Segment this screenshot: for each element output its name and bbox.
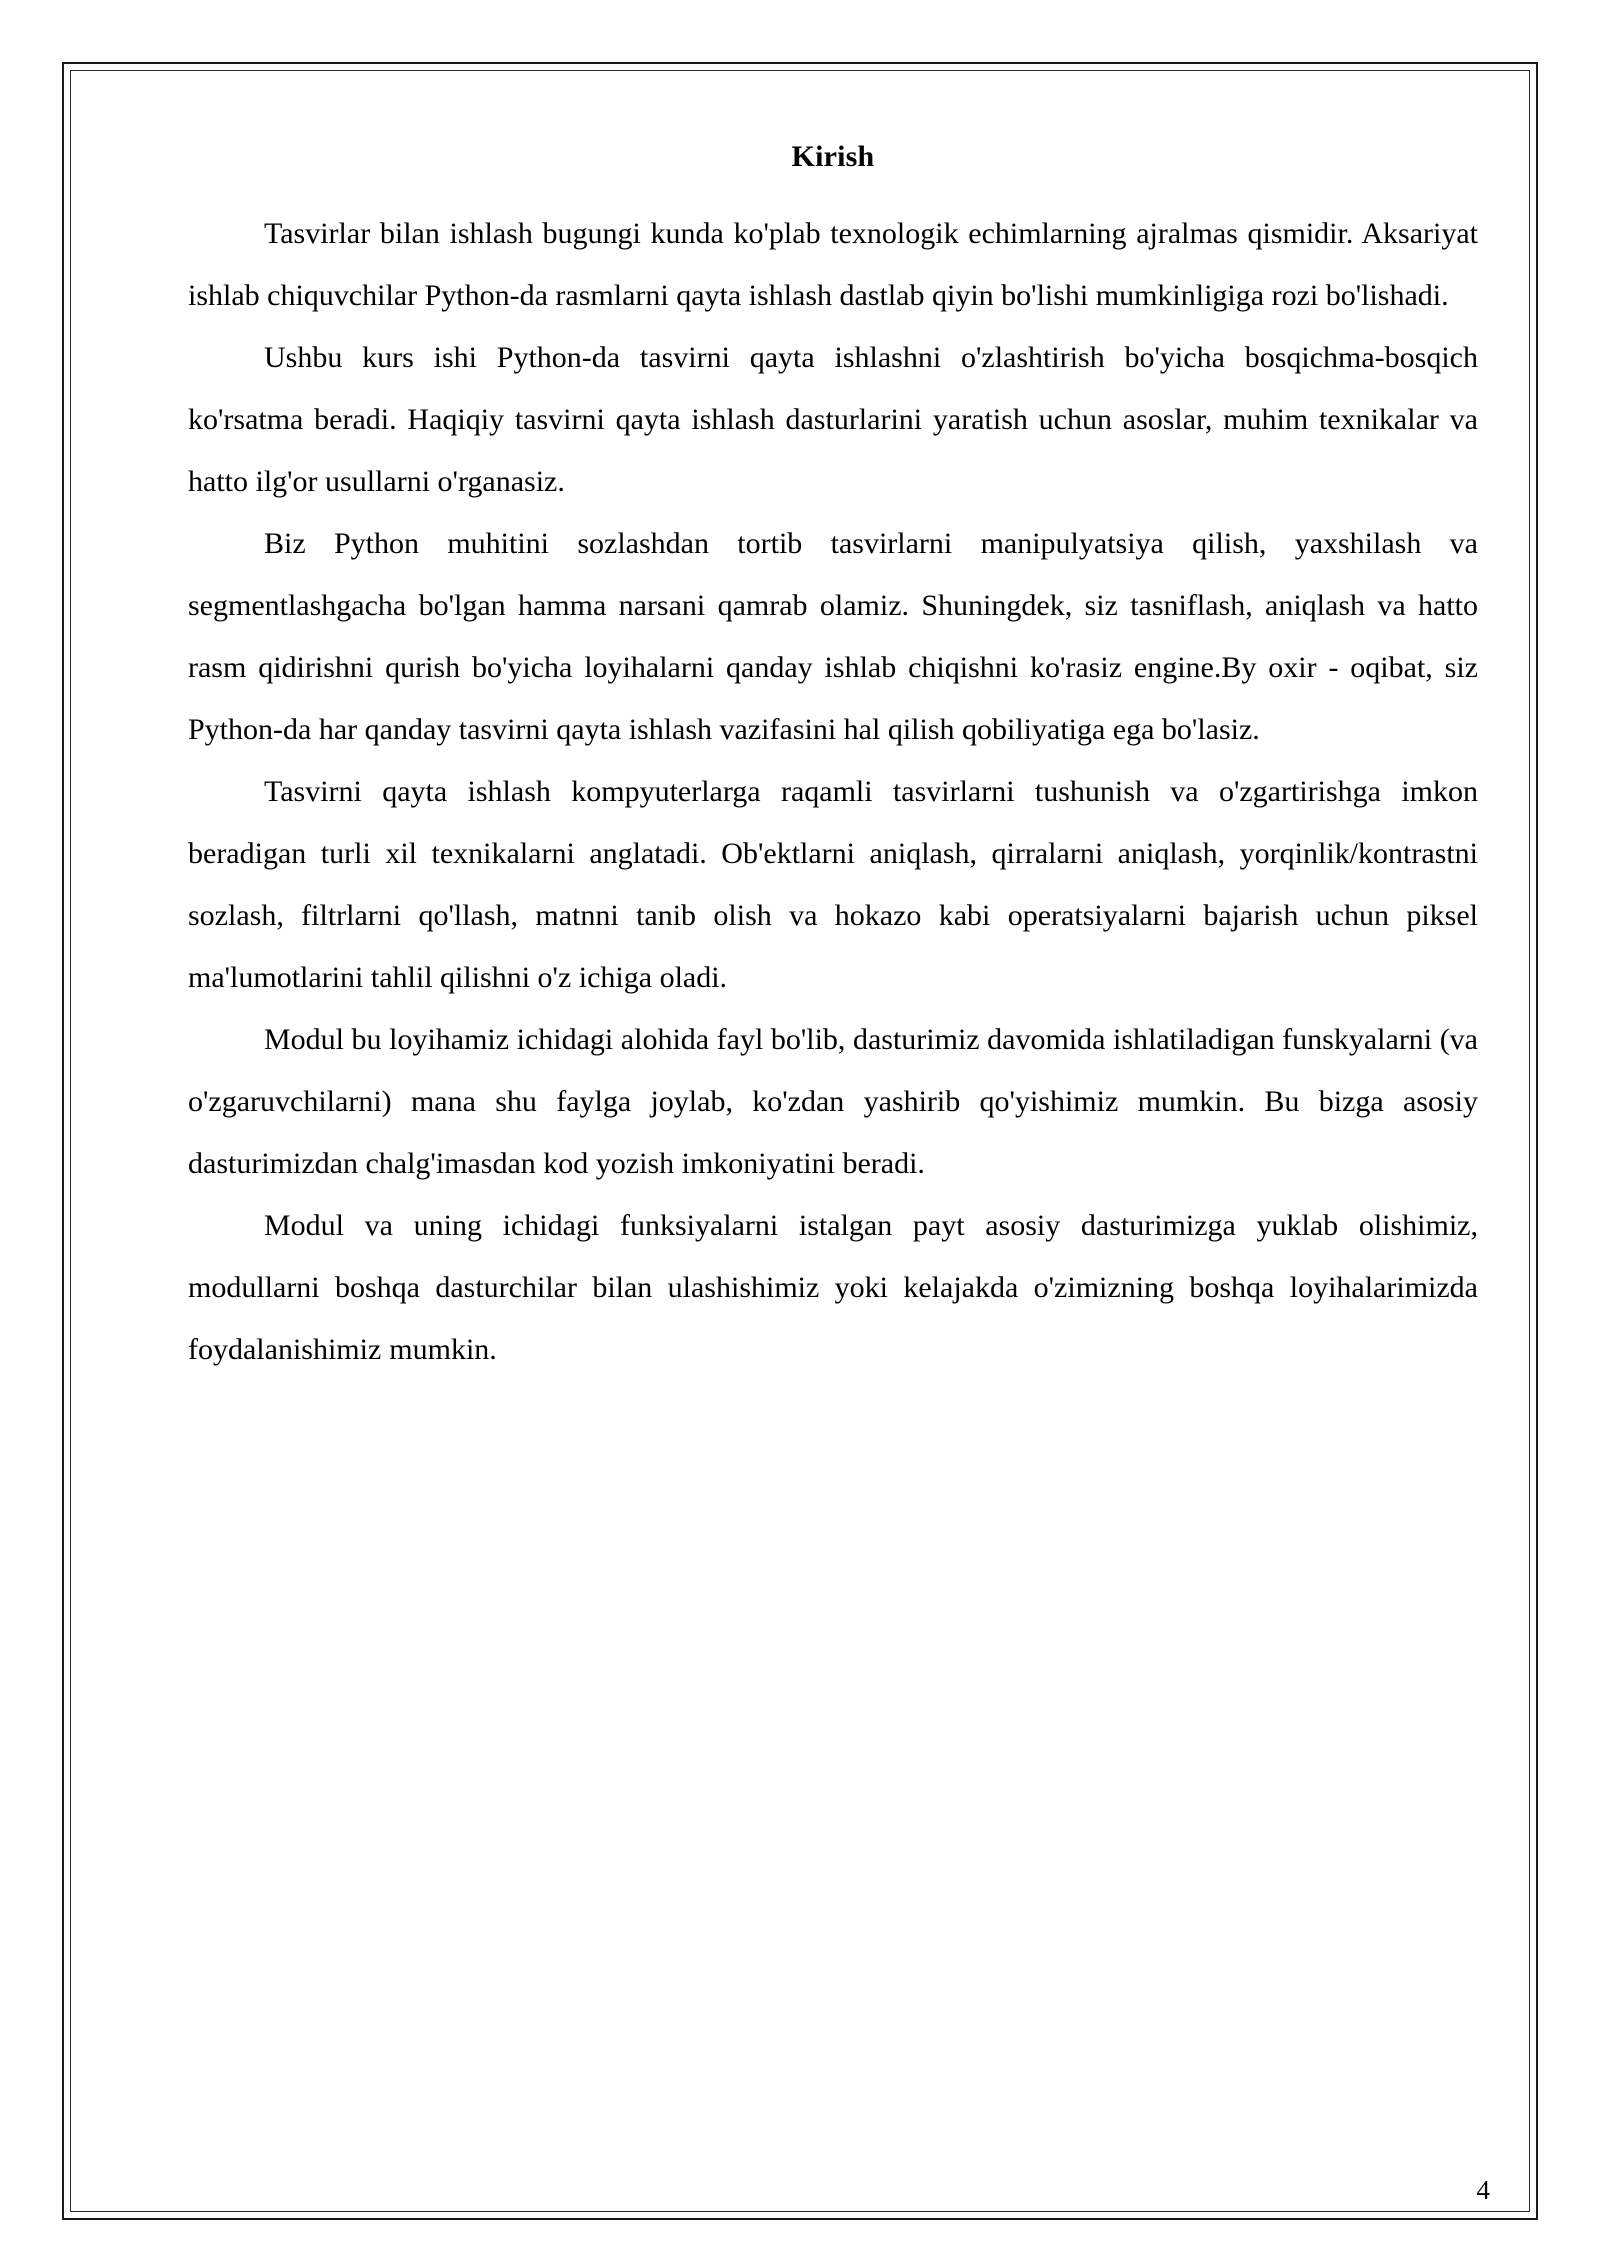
paragraph-intro-importance: Tasvirlar bilan ishlash bugungi kunda ko'plab texnologik echimlarning ajralmas qismidir. Aksariyat ishlab chiquvchilar Python-da rasmlarni qayta ishlash dastlab qiyin bo'lishi mumkinligiga rozi bo'lishadi. (188, 217, 1478, 312)
document-body (188, 140, 1478, 1381)
page-number: 4 (1476, 2175, 1490, 2205)
paragraph-course-overview: Ushbu kurs ishi Python-da tasvirni qayta ishlashni o'zlashtirish bo'yicha bosqichma-bosqich ko'rsatma beradi. Haqiqiy tasvirni qayta ishlash dasturlarini yaratish uchun asoslar, muhim texnikalar va hatto ilg'or usullarni o'rganasiz. (188, 341, 1478, 498)
paragraph-image-processing-definition: Tasvirni qayta ishlash kompyuterlarga raqamli tasvirlarni tushunish va o'zgartirishga imkon beradigan turli xil texnikalarni anglatadi. Ob'ektlarni aniqlash, qirralarni aniqlash, yorqinlik/kontrastni sozlash, filtrlarni qo'llash, matnni tanib olish va hokazo kabi operatsiyalarni bajarish uchun piksel ma'lumotlarini tahlil qilishni o'z ichiga oladi. (188, 775, 1478, 994)
paragraph-scope-topics: Biz Python muhitini sozlashdan tortib tasvirlarni manipulyatsiya qilish, yaxshilash va segmentlashgacha bo'lgan hamma narsani qamrab olamiz. Shuningdek, siz tasniflash, aniqlash va hatto rasm qidirishni qurish bo'yicha loyihalarni qanday ishlab chiqishni ko'rasiz engine.By oxir - oqibat, siz Python-da har qanday tasvirni qayta ishlash vazifasini hal qilish qobiliyatiga ega bo'lasiz. (188, 527, 1478, 746)
paragraph-module-reuse: Modul va uning ichidagi funksiyalarni istalgan payt asosiy dasturimizga yuklab olishimiz, modullarni boshqa dasturchilar bilan ulashishimiz yoki kelajakda o'zimizning boshqa loyihalarimizda foydalanishimiz mumkin. (188, 1209, 1478, 1366)
paragraph-module-definition: Modul bu loyihamiz ichidagi alohida fayl bo'lib, dasturimiz davomida ishlatiladigan funskyalarni (va o'zgaruvchilarni) mana shu faylga joylab, ko'zdan yashirib qo'yishimiz mumkin. Bu bizga asosiy dasturimizdan chalg'imasdan kod yozish imkoniyatini beradi. (188, 1023, 1478, 1180)
page-title: Kirish (791, 140, 875, 173)
